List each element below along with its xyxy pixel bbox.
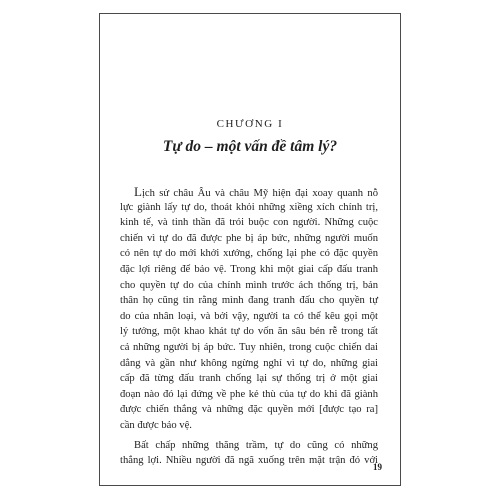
body-text	[120, 184, 378, 469]
drop-cap: L	[134, 184, 142, 199]
paragraph-1-line: cả những người bị áp bức. Tuy nhiên, trong cuộc chiến dai	[120, 341, 378, 353]
chapter-label: CHƯƠNG I	[216, 118, 284, 130]
paragraph-2-line: thắng lợi. Nhiều người đã ngã xuống trên mặt trận đó với	[120, 455, 378, 467]
paragraph-1-line: có nên tự do mới khởi xướng, chống lại phe có đặc quyền	[120, 248, 378, 260]
paragraph-1-line: lý tưởng, một khao khát tự do vốn ăn sâu bén rễ trong tất	[120, 326, 378, 338]
chapter-title: Tự do – một vấn đề tâm lý?	[162, 138, 338, 155]
paragraph-1-line: kinh tế, và tinh thần đã trói buộc con người. Những cuộc	[120, 217, 378, 229]
paragraph-2-line: Bất chấp những thăng trầm, tự do cũng có những	[134, 439, 378, 451]
paragraph-1-line: được chiến thắng và những đặc quyền mới [được tạo ra]	[120, 404, 378, 416]
paragraph-1-line: do của nhân loại, và bởi vậy, người ta có thể kêu gọi một	[120, 310, 378, 322]
paragraph-1-line: cấp đã từng đấu tranh chống lại sự thống trị ở một giai	[120, 373, 378, 385]
paragraph-1-line: đoạn nào đó lại đứng về phe kẻ thù của tự do khi đã giành	[120, 388, 378, 400]
paragraph-1-first-line: ịch sử châu Âu và châu Mỹ hiện đại xoay quanh nỗ	[141, 188, 378, 199]
paragraph-1-line: thân họ cũng tin rằng mình đang tranh đấu cho quyền tự	[120, 295, 378, 307]
paragraph-1-line: cho quyền tự do của chính mình trước ách thống trị, bản	[120, 279, 378, 291]
book-page	[99, 13, 401, 486]
paragraph-1-line: dẳng và gần như không ngừng nghỉ vì tự do, những giai	[120, 357, 378, 369]
paragraph-1-line: chiến vì tự do đã được phe bị áp bức, những người muốn	[120, 232, 378, 244]
paragraph-1-line: lực giành lấy tự do, thoát khỏi những xiềng xích chính trị,	[120, 201, 378, 213]
paragraph-1-line: đặc lợi riêng để bảo vệ. Trong khi một giai cấp đấu tranh	[120, 263, 378, 275]
paragraph-1-line	[120, 184, 378, 200]
paragraph-1-line: cần được bảo vệ.	[120, 419, 192, 431]
page-number: 19	[373, 462, 382, 472]
